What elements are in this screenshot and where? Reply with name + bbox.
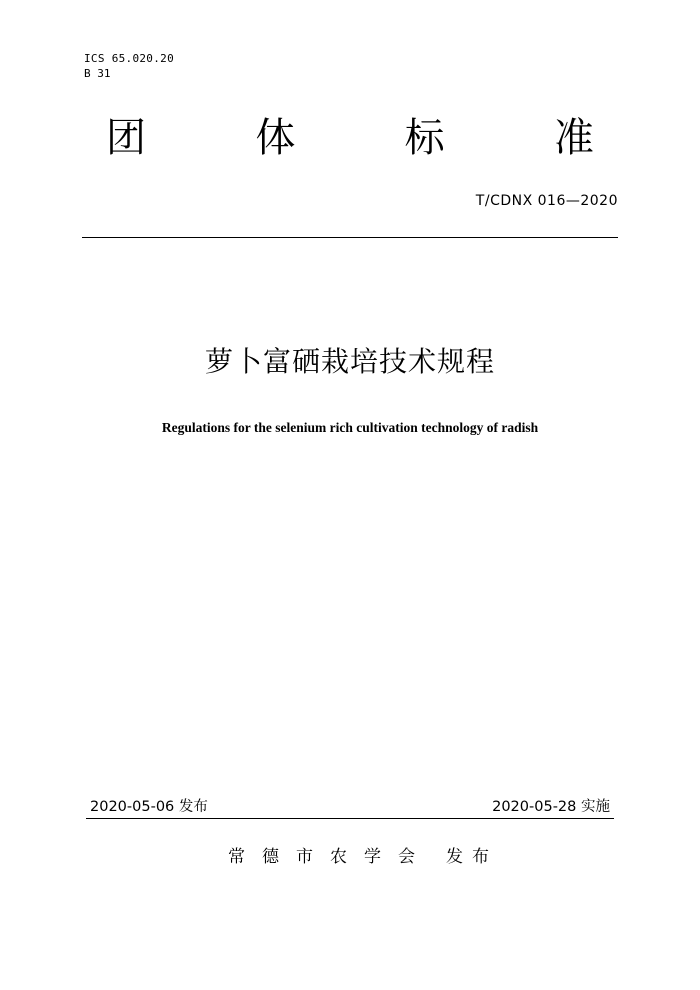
title-english: Regulations for the selenium rich cultivation technology of radish: [161, 420, 539, 435]
doc-type-char: 准: [553, 115, 594, 161]
doc-type-char: 团: [106, 115, 146, 161]
standard-number: T/CDNX 016—2020: [475, 193, 618, 209]
footer-divider: [86, 818, 614, 819]
doc-type-char: 标: [404, 115, 445, 161]
publisher-organization: 常德市农学会: [228, 847, 432, 867]
document-type-heading: [100, 112, 600, 164]
issue-date: 2020-05-06 发布: [90, 799, 208, 815]
header-divider: [82, 237, 618, 238]
ics-code: ICS 65.020.20: [84, 52, 174, 65]
implementation-date: 2020-05-28 实施: [492, 799, 610, 815]
doc-type-char: 体: [255, 115, 296, 161]
publisher-action: 发布: [446, 847, 498, 867]
ccs-code: B 31: [84, 67, 111, 80]
publisher-line: [228, 845, 498, 869]
title-chinese: 萝卜富硒栽培技术规程: [204, 345, 495, 378]
